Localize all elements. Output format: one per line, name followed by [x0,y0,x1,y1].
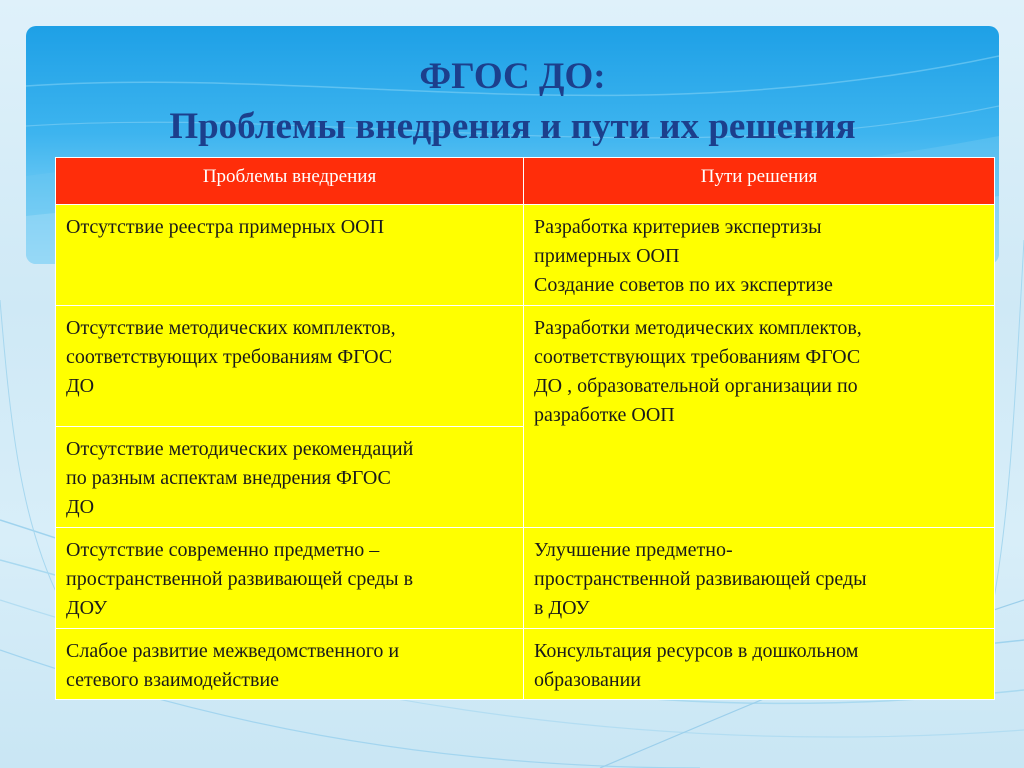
problem-text: ДОУ [66,597,108,619]
problem-cell [56,427,524,528]
page-title [26,52,999,152]
problem-cell [56,629,524,700]
problem-cell [56,205,524,306]
problem-text: по разным аспектам внедрения ФГОС [66,467,391,489]
solution-cell [524,205,995,306]
problem-text: пространственной развивающей среды в [66,568,414,590]
problem-text: Отсутствие реестра примерных ООП [66,216,385,238]
solution-text: Создание советов по их экспертизе [534,274,833,296]
problem-cell [56,306,524,427]
problem-text: сетевого взаимодействие [66,669,280,691]
solution-cell [524,629,995,700]
problem-text: ДО [66,496,95,518]
header-problems: Проблемы внедрения [56,158,524,205]
title-line-2: Проблемы внедрения и пути их решения [169,106,856,147]
solution-text: Консультация ресурсов в дошкольном [534,640,859,662]
table [55,157,995,700]
problem-text: Отсутствие современно предметно – [66,539,380,561]
solution-text: разработке ООП [534,404,675,426]
solution-cell-merged [524,306,995,528]
problem-text: соответствующих требованиям ФГОС [66,346,393,368]
solution-text: ДО , образовательной организации по [534,375,858,397]
solution-text: образовании [534,669,642,691]
solution-text: соответствующих требованиям ФГОС [534,346,861,368]
solution-text: Разработки методических комплектов, [534,317,862,339]
table-row [56,306,995,427]
solution-text: пространственной развивающей среды [534,568,867,590]
solution-text: в ДОУ [534,597,590,619]
solution-text: Улучшение предметно- [534,539,733,561]
problem-cell [56,528,524,629]
table-row [56,205,995,306]
table-row [56,528,995,629]
solution-text: примерных ООП [534,245,680,267]
table-row [56,629,995,700]
problem-text: ДО [66,375,95,397]
solution-text: Разработка критериев экспертизы [534,216,822,238]
header-solutions: Пути решения [524,158,995,205]
title-line-1: ФГОС ДО: [419,56,606,97]
problems-solutions-table [55,157,994,700]
table-header-row [56,158,995,205]
problem-text: Отсутствие методических комплектов, [66,317,396,339]
problem-text: Отсутствие методических рекомендаций [66,438,414,460]
problem-text: Слабое развитие межведомственного и [66,640,400,662]
solution-cell [524,528,995,629]
